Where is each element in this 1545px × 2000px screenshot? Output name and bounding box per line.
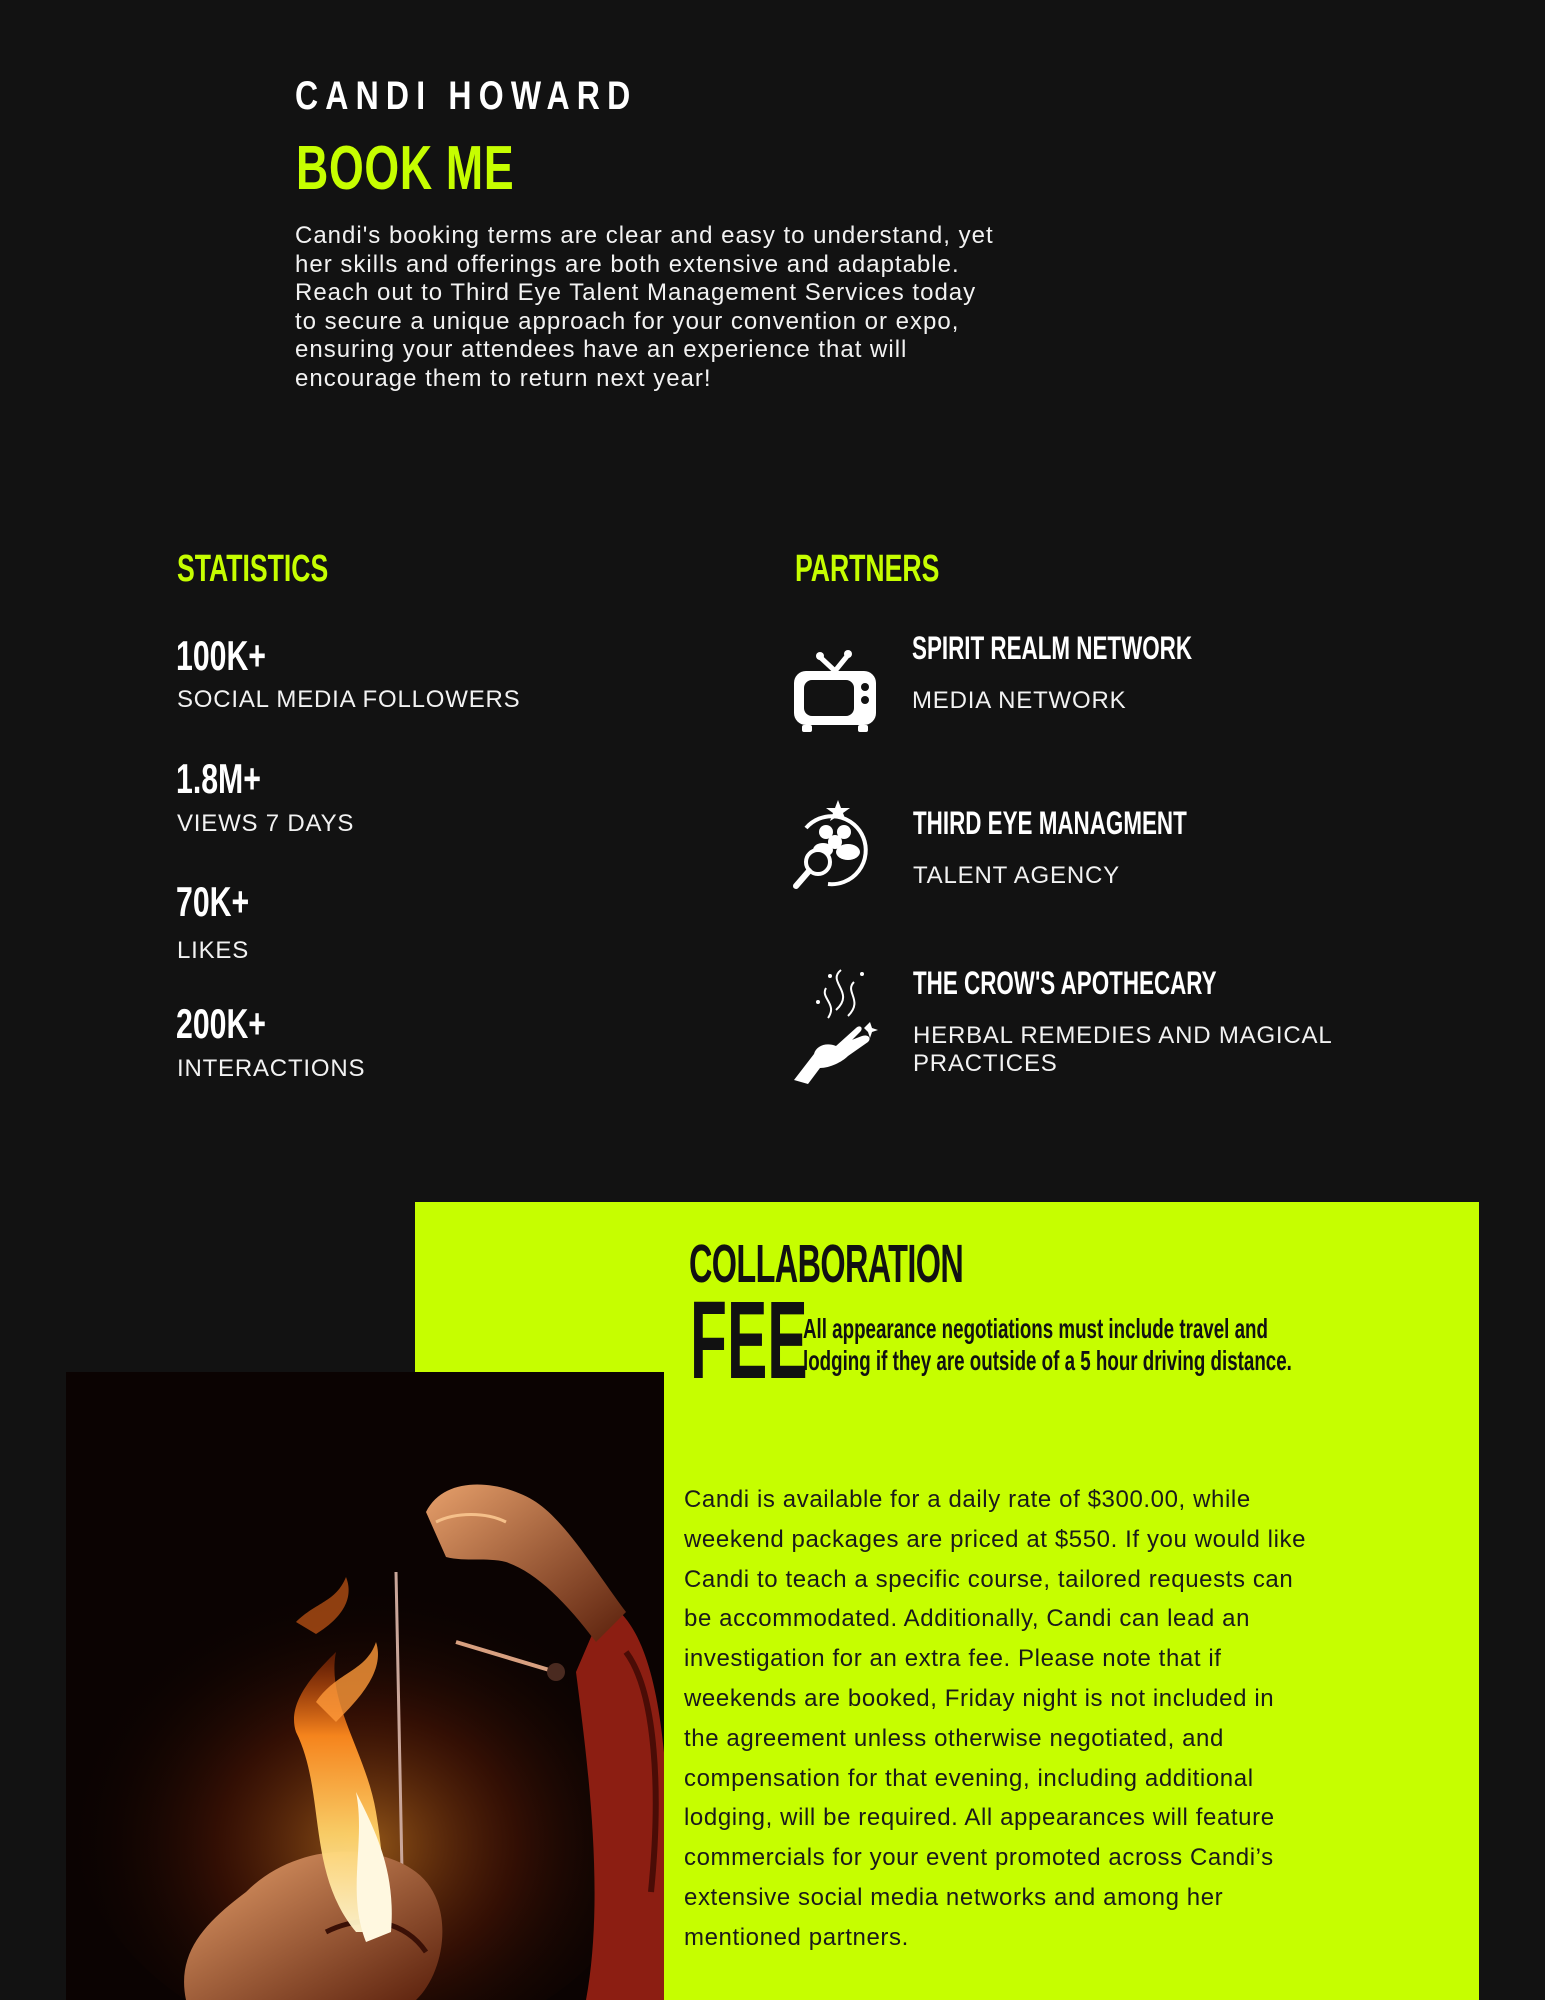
stat-label: INTERACTIONS (177, 1055, 366, 1082)
stat-label: LIKES (177, 937, 250, 964)
stat-value: 100K+ (176, 632, 266, 679)
partners-heading: PARTNERS (795, 548, 940, 590)
fee-body-line: weekend packages are priced at $550. If you would like (684, 1525, 1307, 1553)
talent-search-icon (788, 800, 878, 890)
fee-body-line: be accommodated. Additionally, Candi can lead an (684, 1605, 1251, 1633)
fee-body-line: weekends are booked, Friday night is not included in (684, 1684, 1275, 1712)
partner-name: SPIRIT REALM NETWORK (912, 630, 1192, 666)
fee-body-line: the agreement unless otherwise negotiated, and (684, 1724, 1224, 1752)
fee-note (803, 1313, 1406, 1377)
fee-body-line: investigation for an extra fee. Please note that if (684, 1645, 1222, 1673)
intro-line: ensuring your attendees have an experience that will (295, 336, 908, 363)
intro-paragraph (295, 222, 1155, 393)
fee-note-line: lodging if they are outside of a 5 hour driving distance. (803, 1345, 1292, 1376)
intro-line: to secure a unique approach for your convention or expo, (295, 307, 960, 335)
fee-body-line: compensation for that evening, including additional (684, 1764, 1254, 1792)
fee-body-line: commercials for your event promoted across Candi’s (684, 1844, 1274, 1872)
fee-body-line: mentioned partners. (684, 1923, 909, 1951)
partner-name: THE CROW'S APOTHECARY (913, 965, 1217, 1001)
stat-value: 70K+ (176, 878, 250, 925)
partner-desc (913, 1022, 1332, 1078)
stat-label: SOCIAL MEDIA FOLLOWERS (177, 686, 521, 713)
intro-line: her skills and offerings are both extensive and adaptable. (295, 250, 960, 278)
magic-hand-icon (786, 962, 882, 1086)
partner-desc: MEDIA NETWORK (912, 687, 1127, 714)
fee-heading-small: COLLABORATION (689, 1234, 964, 1294)
tv-icon (790, 645, 880, 735)
fire-performer-photo (66, 1372, 664, 2000)
intro-line: encourage them to return next year! (295, 364, 712, 392)
partner-name: THIRD EYE MANAGMENT (913, 805, 1187, 841)
partner-desc-line: PRACTICES (913, 1050, 1058, 1077)
performer-name: CANDI HOWARD (295, 74, 638, 118)
intro-line: Candi's booking terms are clear and easy to understand, yet (295, 222, 994, 249)
fee-body (684, 1480, 1454, 1958)
page-title: BOOK ME (296, 134, 515, 203)
intro-line: Reach out to Third Eye Talent Management Services today (295, 279, 977, 306)
fee-body-line: extensive social media networks and among her (684, 1883, 1224, 1911)
fee-note-line: All appearance negotiations must include travel and (803, 1313, 1268, 1344)
statistics-heading: STATISTICS (177, 548, 329, 590)
partner-desc-line: HERBAL REMEDIES AND MAGICAL (913, 1022, 1333, 1049)
stat-label: VIEWS 7 DAYS (177, 810, 355, 837)
partner-desc: TALENT AGENCY (913, 862, 1120, 889)
stat-value: 1.8M+ (176, 755, 261, 802)
fee-body-line: Candi is available for a daily rate of $300.00, while (684, 1486, 1251, 1513)
stat-value: 200K+ (176, 1000, 266, 1047)
fee-body-line: Candi to teach a specific course, tailored requests can (684, 1565, 1294, 1593)
fee-heading-big: FEE (690, 1279, 808, 1402)
fee-body-line: lodging, will be required. All appearances will feature (684, 1804, 1275, 1832)
